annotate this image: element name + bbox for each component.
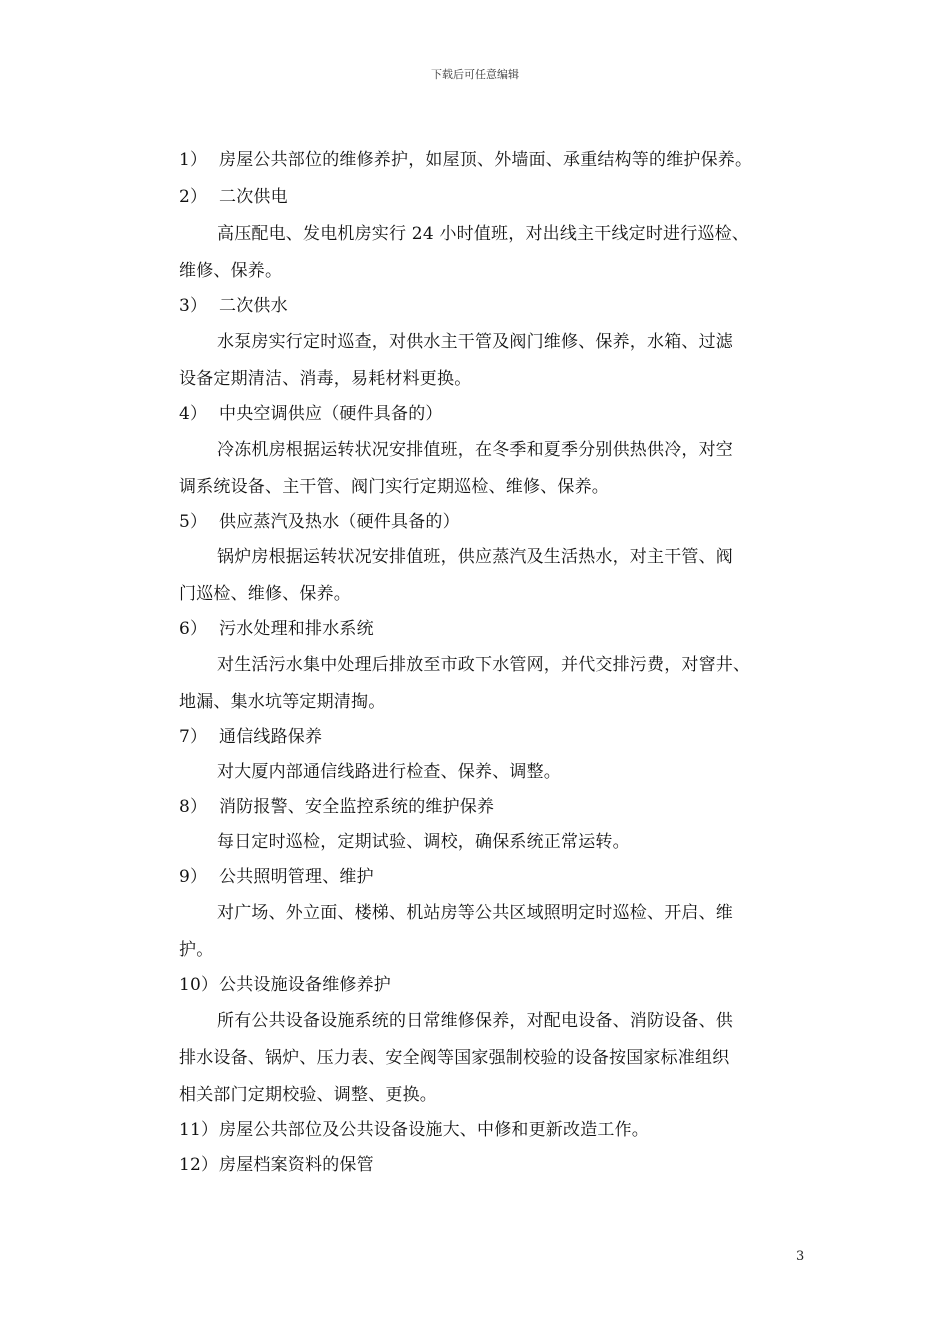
item-text: 二次供水 <box>219 296 288 316</box>
item-number: 12） <box>179 1155 219 1175</box>
list-item <box>179 795 494 819</box>
item-text: 房屋档案资料的保管 <box>219 1155 374 1175</box>
list-item <box>179 1153 374 1177</box>
item-number: 3） <box>179 296 208 316</box>
item-number: 1） <box>179 150 208 170</box>
list-item <box>179 1118 649 1142</box>
page-number: 3 <box>796 1249 805 1264</box>
paragraph-line: 每日定时巡检，定期试验、调校，确保系统正常运转。 <box>217 832 630 852</box>
paragraph-line: 对大厦内部通信线路进行检查、保养、调整。 <box>217 762 561 782</box>
list-item <box>179 617 374 641</box>
item-number: 7） <box>179 727 208 747</box>
paragraph-line: 相关部门定期校验、调整、更换。 <box>179 1085 437 1105</box>
item-text: 供应蒸汽及热水（硬件具备的） <box>219 512 460 532</box>
paragraph-line: 高压配电、发电机房实行 24 小时值班，对出线主干线定时进行巡检、 <box>217 224 750 244</box>
paragraph-line: 锅炉房根据运转状况安排值班，供应蒸汽及生活热水，对主干管、阀 <box>217 547 733 567</box>
list-item <box>179 402 443 426</box>
item-text: 二次供电 <box>219 187 288 207</box>
item-number: 5） <box>179 512 208 532</box>
item-number: 10） <box>179 975 219 995</box>
item-text: 中央空调供应（硬件具备的） <box>219 404 443 424</box>
paragraph-line: 设备定期清洁、消毒，易耗材料更换。 <box>179 369 472 389</box>
item-number: 6） <box>179 619 208 639</box>
paragraph-line: 地漏、集水坑等定期清掏。 <box>179 692 386 712</box>
item-text: 污水处理和排水系统 <box>219 619 374 639</box>
paragraph-line: 维修、保养。 <box>179 261 283 281</box>
paragraph-line: 对生活污水集中处理后排放至市政下水管网，并代交排污费，对窨井、 <box>217 655 751 675</box>
paragraph-line: 护。 <box>179 940 214 960</box>
item-number: 2） <box>179 187 208 207</box>
item-text: 公共设施设备维修养护 <box>219 975 391 995</box>
page-header: 下载后可任意编辑 <box>431 68 519 81</box>
list-item <box>179 185 288 209</box>
list-item <box>179 725 322 749</box>
item-text: 消防报警、安全监控系统的维护保养 <box>219 797 495 817</box>
item-text: 房屋公共部位的维修养护，如屋顶、外墙面、承重结构等的维护保养。 <box>219 150 753 170</box>
paragraph-line: 调系统设备、主干管、阀门实行定期巡检、维修、保养。 <box>179 477 609 497</box>
item-text: 房屋公共部位及公共设备设施大、中修和更新改造工作。 <box>219 1120 649 1140</box>
list-item <box>179 973 391 997</box>
paragraph-line: 所有公共设备设施系统的日常维修保养，对配电设备、消防设备、供 <box>217 1011 733 1031</box>
paragraph-line: 水泵房实行定时巡查，对供水主干管及阀门维修、保养，水箱、过滤 <box>217 332 733 352</box>
paragraph-line: 门巡检、维修、保养。 <box>179 584 351 604</box>
item-text: 公共照明管理、维护 <box>219 867 374 887</box>
paragraph-line: 排水设备、锅炉、压力表、安全阀等国家强制校验的设备按国家标准组织 <box>179 1048 730 1068</box>
list-item <box>179 865 374 889</box>
list-item <box>179 294 288 318</box>
item-number: 9） <box>179 867 208 887</box>
list-item <box>179 148 752 172</box>
item-number: 11） <box>179 1120 219 1140</box>
item-number: 4） <box>179 404 208 424</box>
item-number: 8） <box>179 797 208 817</box>
list-item <box>179 510 460 534</box>
paragraph-line: 冷冻机房根据运转状况安排值班，在冬季和夏季分别供热供冷，对空 <box>217 440 733 460</box>
paragraph-line: 对广场、外立面、楼梯、机站房等公共区域照明定时巡检、开启、维 <box>217 903 733 923</box>
item-text: 通信线路保养 <box>219 727 323 747</box>
